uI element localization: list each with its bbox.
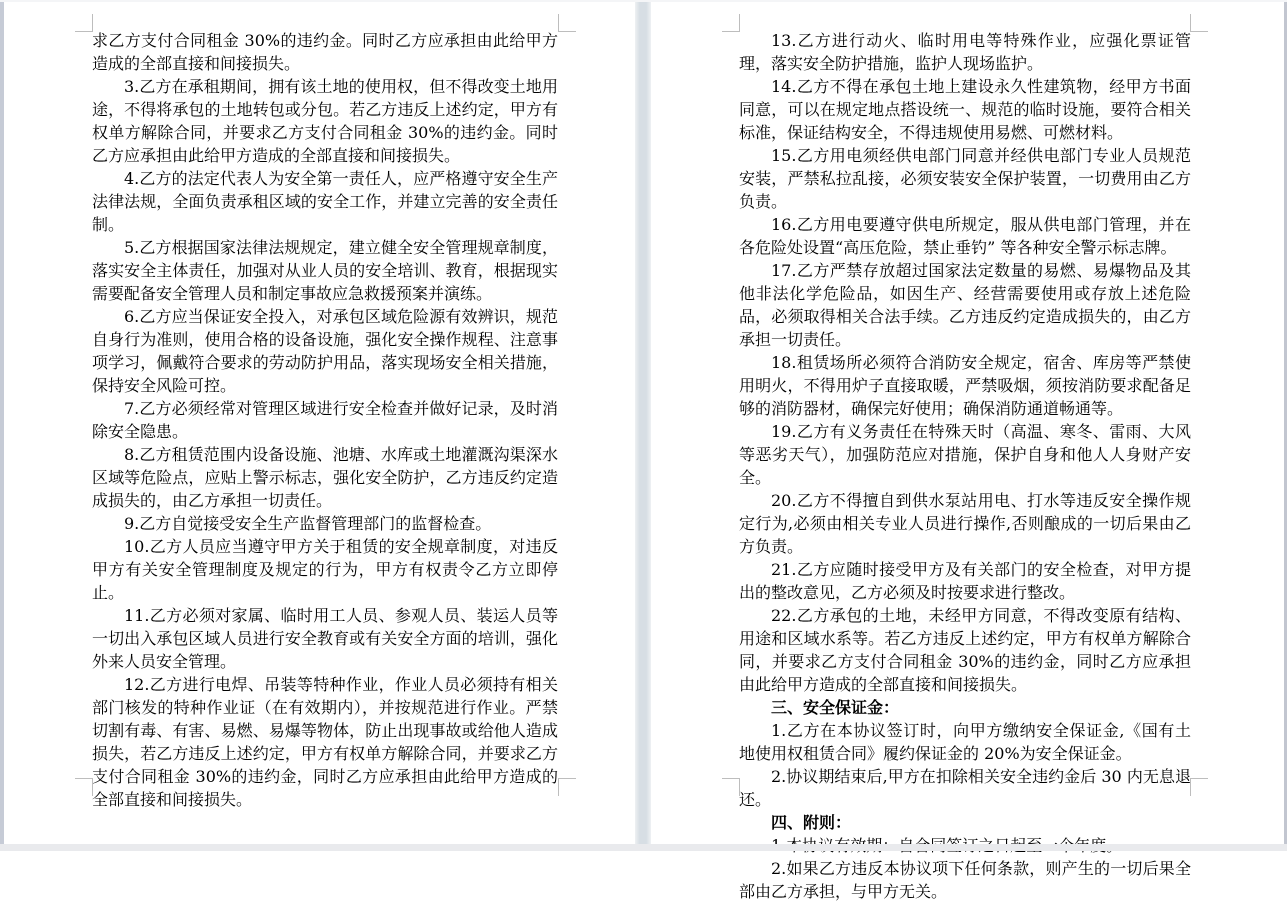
paragraph[interactable]: 16.乙方用电要遵守供电所规定，服从供电部门管理，并在各危险处设置“高压危险，禁止垂钓” 等各种安全警示标志牌。 [739,215,1191,257]
paragraph[interactable]: 21.乙方应随时接受甲方及有关部门的安全检查，对甲方提出的整改意见，乙方必须及时按要求进行整改。 [739,560,1191,602]
crop-mark-page1-top-left [75,14,93,32]
paragraph[interactable]: 6.乙方应当保证安全投入，对承包区域危险源有效辨识，规范自身行为准则，使用合格的设备设施，强化安全操作规程、注意事项学习，佩戴符合要求的劳动防护用品，落实现场安全相关措施，保持安全风险可控。 [92,307,558,395]
paragraph[interactable]: 7.乙方必须经常对管理区域进行安全检查并做好记录，及时消除安全隐患。 [92,399,558,441]
paragraph[interactable]: 18.租赁场所必须符合消防安全规定，宿舍、库房等严禁使用明火，不得用炉子直接取暖，严禁吸烟，须按消防要求配备足够的消防器材，确保完好使用；确保消防通道畅通等。 [739,353,1191,418]
crop-mark-page1-top-right [558,14,576,32]
paragraph[interactable]: 求乙方支付合同租金 30%的违约金。同时乙方应承担由此给甲方造成的全部直接和间接损失。 [92,31,558,73]
paragraph[interactable]: 17.乙方严禁存放超过国家法定数量的易燃、易爆物品及其他非法化学危险品，如因生产、经营需要使用或存放上述危险品，必须取得相关合法手续。乙方违反约定造成损失的，由乙方承担一切责任。 [739,261,1191,349]
paragraph[interactable]: 11.乙方必须对家属、临时用工人员、参观人员、装运人员等一切出入承包区域人员进行安全教育或有关安全方面的培训，强化外来人员安全管理。 [92,606,558,671]
page-2-text [739,29,1191,903]
paragraph[interactable]: 8.乙方租赁范围内设备设施、池塘、水库或土地灌溉沟渠深水区域等危险点，应贴上警示标志，强化安全防护，乙方违反约定造成损失的，由乙方承担一切责任。 [92,445,558,510]
paragraph[interactable]: 12.乙方进行电焊、吊装等特种作业，作业人员必须持有相关部门核发的特种作业证（在有效期内），并按规范进行作业。严禁切割有毒、有害、易燃、易爆等物体，防止出现事故或给他人造成损失，若乙方违反上述约定，甲方有权单方解除合同，并要求乙方支付合同租金 30%的违约金，同时乙方应承担由此给甲方造成的全部直接和间接损失。 [92,675,558,809]
crop-mark-page1-bottom-left [75,778,93,796]
paragraph[interactable]: 5.乙方根据国家法律法规规定，建立健全安全管理规章制度，落实安全主体责任，加强对从业人员的安全培训、教育，根据现实需要配备安全管理人员和制定事故应急救援预案并演练。 [92,238,558,303]
crop-mark-page2-top-right [1190,14,1208,32]
section-heading-supplementary[interactable]: 四、附则： [771,813,852,832]
paragraph[interactable]: 13.乙方进行动火、临时用电等特殊作业，应强化票证管理，落实安全防护措施，监护人现场监护。 [739,31,1191,73]
paragraph[interactable]: 14.乙方不得在承包土地上建设永久性建筑物，经甲方书面同意，可以在规定地点搭设统一、规范的临时设施，要符合相关标准，保证结构安全，不得违规使用易燃、可燃材料。 [739,77,1191,142]
paragraph[interactable]: 3.乙方在承租期间，拥有该土地的使用权，但不得改变土地用途，不得将承包的土地转包或分包。若乙方违反上述约定，甲方有权单方解除合同，并要求乙方支付合同租金 30%的违约金。同时乙方应承担由此给甲方造成的全部直接和间接损失。 [92,77,558,165]
window-edge-top [0,0,1287,2]
page-gap [635,0,651,851]
paragraph[interactable]: 10.乙方人员应当遵守甲方关于租赁的安全规章制度，对违反甲方有关安全管理制度及规定的行为，甲方有权责令乙方立即停止。 [92,537,558,602]
paragraph[interactable]: 1.乙方在本协议签订时，向甲方缴纳安全保证金,《国有土地使用权租赁合同》履约保证金的 20%为安全保证金。 [739,721,1191,763]
paragraph[interactable]: 4.乙方的法定代表人为安全第一责任人，应严格遵守安全生产法律法规，全面负责承租区域的安全工作，并建立完善的安全责任制。 [92,169,558,234]
crop-mark-page2-top-left [722,14,740,32]
window-edge-bottom [0,844,1287,851]
paragraph[interactable]: 9.乙方自觉接受安全生产监督管理部门的监督检查。 [124,514,492,533]
paragraph[interactable]: 20.乙方不得擅自到供水泵站用电、打水等违反安全操作规定行为,必须由相关专业人员进行操作,否则酿成的一切后果由乙方负责。 [739,491,1191,556]
paragraph[interactable]: 15.乙方用电须经供电部门同意并经供电部门专业人员规范安装，严禁私拉乱接，必须安装安全保护装置，一切费用由乙方负责。 [739,146,1191,211]
paragraph[interactable]: 2.如果乙方违反本协议项下任何条款，则产生的一切后果全部由乙方承担，与甲方无关。 [739,859,1191,901]
crop-mark-page2-bottom-right [1190,778,1208,796]
paragraph[interactable]: 22.乙方承包的土地，未经甲方同意，不得改变原有结构、用途和区域水系等。若乙方违反上述约定，甲方有权单方解除合同，并要求乙方支付合同租金 30%的违约金，同时乙方应承担由此给甲方造成的全部直接和间接损失。 [739,606,1191,694]
crop-mark-page1-bottom-right [558,778,576,796]
window-edge-left [0,0,4,851]
page-1-text [92,29,558,811]
section-heading-security-deposit[interactable]: 三、安全保证金： [771,698,900,717]
paragraph[interactable]: 2.协议期结束后,甲方在扣除相关安全违约金后 30 内无息退还。 [739,767,1191,809]
paragraph[interactable]: 19.乙方有义务责任在特殊天时（高温、寒冬、雷雨、大风等恶劣天气），加强防范应对措施，保护自身和他人人身财产安全。 [739,422,1191,487]
crop-mark-page2-bottom-left [722,778,740,796]
